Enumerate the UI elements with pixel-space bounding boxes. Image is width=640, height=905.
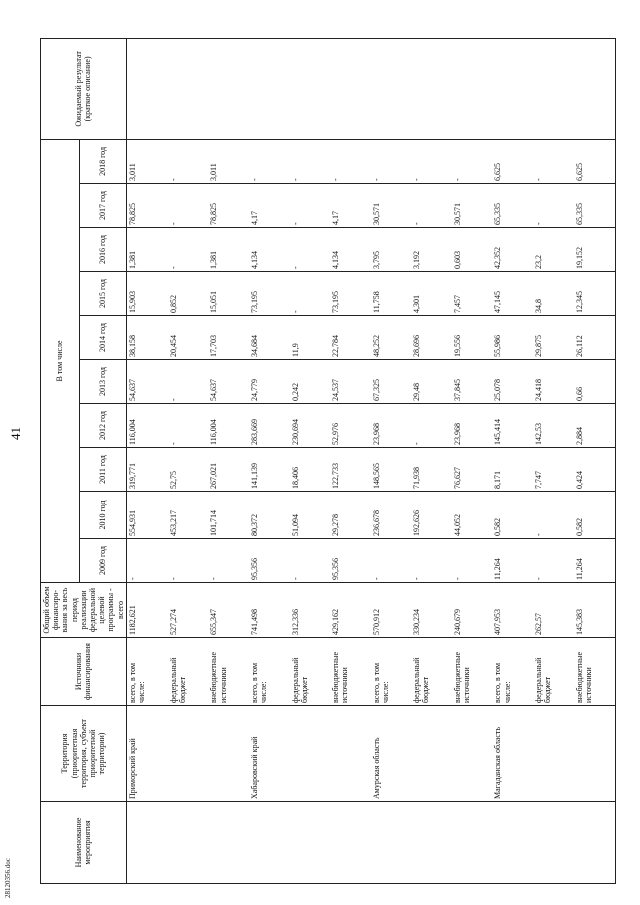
year-value-cell: - bbox=[330, 139, 371, 183]
territory-cell bbox=[168, 706, 209, 802]
year-value-cell: - bbox=[371, 139, 412, 183]
territory-cell: Магаданская область bbox=[492, 706, 533, 802]
table-row bbox=[574, 38, 616, 883]
header-year: 2016 год bbox=[80, 228, 127, 272]
total-cell: 262,57 bbox=[533, 583, 574, 638]
header-year: 2010 год bbox=[80, 492, 127, 539]
year-value-cell: - bbox=[168, 360, 209, 404]
header-year: 2013 год bbox=[80, 360, 127, 404]
year-value-cell: 30,571 bbox=[452, 184, 493, 228]
year-value-cell: - bbox=[168, 228, 209, 272]
year-value-cell: 148,565 bbox=[371, 448, 412, 492]
year-value-cell: - bbox=[411, 404, 452, 448]
year-value-cell: 24,418 bbox=[533, 360, 574, 404]
year-value-cell: 44,052 bbox=[452, 492, 493, 539]
year-value-cell: 23,2 bbox=[533, 228, 574, 272]
header-in-including: В том числе bbox=[41, 139, 80, 582]
year-value-cell: 2,884 bbox=[574, 404, 616, 448]
year-value-cell: 25,078 bbox=[492, 360, 533, 404]
year-value-cell: 65,335 bbox=[492, 184, 533, 228]
year-value-cell: 141,139 bbox=[249, 448, 290, 492]
territory-cell bbox=[574, 706, 616, 802]
event-name-cell bbox=[574, 802, 616, 884]
year-value-cell: 48,252 bbox=[371, 316, 412, 360]
year-value-cell: 54,637 bbox=[208, 360, 249, 404]
total-cell: 527,274 bbox=[168, 583, 209, 638]
year-value-cell: 37,845 bbox=[452, 360, 493, 404]
year-value-cell: 29,875 bbox=[533, 316, 574, 360]
year-value-cell: 3,011 bbox=[126, 139, 168, 183]
header-year: 2009 год bbox=[80, 539, 127, 583]
source-cell: федеральный бюджет bbox=[168, 638, 209, 706]
source-cell: федеральный бюджет bbox=[411, 638, 452, 706]
year-value-cell: 267,021 bbox=[208, 448, 249, 492]
year-value-cell: 95,356 bbox=[249, 539, 290, 583]
year-value-cell: 8,171 bbox=[492, 448, 533, 492]
source-cell: всего, в том числе: bbox=[492, 638, 533, 706]
year-value-cell: 95,356 bbox=[330, 539, 371, 583]
header-year: 2011 год bbox=[80, 448, 127, 492]
event-name-cell bbox=[249, 802, 290, 884]
year-value-cell: 30,571 bbox=[371, 184, 412, 228]
source-cell: федеральный бюджет bbox=[290, 638, 331, 706]
source-cell: внебюджетные источники bbox=[330, 638, 371, 706]
total-cell: 741,498 bbox=[249, 583, 290, 638]
source-cell: всего, в том числе: bbox=[249, 638, 290, 706]
territory-cell bbox=[330, 706, 371, 802]
year-value-cell: 38,158 bbox=[126, 316, 168, 360]
total-cell: 429,162 bbox=[330, 583, 371, 638]
table-row bbox=[533, 38, 574, 883]
total-cell: 1182,621 bbox=[126, 583, 168, 638]
year-value-cell: - bbox=[168, 404, 209, 448]
total-cell: 145,383 bbox=[574, 583, 616, 638]
year-value-cell: 73,195 bbox=[330, 272, 371, 316]
table-row bbox=[208, 38, 249, 883]
table-row bbox=[249, 38, 290, 883]
header-year: 2012 год bbox=[80, 404, 127, 448]
territory-cell bbox=[452, 706, 493, 802]
year-value-cell: 47,145 bbox=[492, 272, 533, 316]
table-row bbox=[452, 38, 493, 883]
year-value-cell: 11,264 bbox=[492, 539, 533, 583]
year-value-cell: - bbox=[452, 139, 493, 183]
year-value-cell: 52,75 bbox=[168, 448, 209, 492]
year-value-cell: 19,152 bbox=[574, 228, 616, 272]
year-value-cell: 0,582 bbox=[492, 492, 533, 539]
year-value-cell: - bbox=[371, 539, 412, 583]
event-name-cell bbox=[452, 802, 493, 884]
result-cell bbox=[249, 38, 290, 139]
year-value-cell: 29,48 bbox=[411, 360, 452, 404]
year-value-cell: 453,217 bbox=[168, 492, 209, 539]
year-value-cell: 1,381 bbox=[208, 228, 249, 272]
total-cell: 330,234 bbox=[411, 583, 452, 638]
year-value-cell: 6,625 bbox=[492, 139, 533, 183]
document-filename: 28120356.doc bbox=[4, 858, 12, 898]
year-value-cell: 15,903 bbox=[126, 272, 168, 316]
year-value-cell: 23,968 bbox=[371, 404, 412, 448]
header-sources: Источники финансирования bbox=[41, 638, 127, 706]
header-territory: Территория (приоритетная территория, субъект приоритетной территории) bbox=[41, 706, 127, 802]
table-row bbox=[371, 38, 412, 883]
year-value-cell: 7,457 bbox=[452, 272, 493, 316]
year-value-cell: 65,335 bbox=[574, 184, 616, 228]
event-name-cell bbox=[330, 802, 371, 884]
event-name-cell bbox=[371, 802, 412, 884]
year-value-cell: - bbox=[533, 139, 574, 183]
year-value-cell: 55,986 bbox=[492, 316, 533, 360]
year-value-cell: 11,264 bbox=[574, 539, 616, 583]
year-value-cell: 0,424 bbox=[574, 448, 616, 492]
year-value-cell: 76,627 bbox=[452, 448, 493, 492]
year-value-cell: - bbox=[411, 184, 452, 228]
year-value-cell: - bbox=[533, 492, 574, 539]
year-value-cell: - bbox=[126, 539, 168, 583]
year-value-cell: 22,784 bbox=[330, 316, 371, 360]
year-value-cell: 78,825 bbox=[126, 184, 168, 228]
year-value-cell: 34,684 bbox=[249, 316, 290, 360]
rotated-table-page bbox=[40, 39, 600, 884]
table-row bbox=[330, 38, 371, 883]
year-value-cell: 17,703 bbox=[208, 316, 249, 360]
header-year: 2015 год bbox=[80, 272, 127, 316]
year-value-cell: 29,278 bbox=[330, 492, 371, 539]
year-value-cell: 0,852 bbox=[168, 272, 209, 316]
year-value-cell: 52,976 bbox=[330, 404, 371, 448]
source-cell: внебюджетные источники bbox=[208, 638, 249, 706]
year-value-cell: - bbox=[290, 539, 331, 583]
year-value-cell: 7,747 bbox=[533, 448, 574, 492]
table-row bbox=[168, 38, 209, 883]
table-row bbox=[126, 38, 168, 883]
total-cell: 570,912 bbox=[371, 583, 412, 638]
table-row bbox=[411, 38, 452, 883]
result-cell bbox=[411, 38, 452, 139]
header-year: 2018 год bbox=[80, 139, 127, 183]
year-value-cell: 116,004 bbox=[126, 404, 168, 448]
year-value-cell: 283,669 bbox=[249, 404, 290, 448]
year-value-cell: - bbox=[168, 184, 209, 228]
result-cell bbox=[126, 38, 168, 139]
year-value-cell: 23,968 bbox=[452, 404, 493, 448]
year-value-cell: - bbox=[290, 139, 331, 183]
year-value-cell: - bbox=[208, 539, 249, 583]
result-cell bbox=[208, 38, 249, 139]
source-cell: внебюджетные источники bbox=[452, 638, 493, 706]
territory-cell: Хабаровский край bbox=[249, 706, 290, 802]
year-value-cell: 28,696 bbox=[411, 316, 452, 360]
year-value-cell: 12,345 bbox=[574, 272, 616, 316]
year-value-cell: 4,134 bbox=[330, 228, 371, 272]
financing-table bbox=[40, 38, 616, 884]
year-value-cell: 230,694 bbox=[290, 404, 331, 448]
year-value-cell: 142,53 bbox=[533, 404, 574, 448]
header-result: Ожидаемый результат (краткое описание) bbox=[41, 38, 127, 139]
header-year: 2017 год bbox=[80, 184, 127, 228]
year-value-cell: 3,192 bbox=[411, 228, 452, 272]
year-value-cell: 101,714 bbox=[208, 492, 249, 539]
territory-cell: Амурская область bbox=[371, 706, 412, 802]
year-value-cell: 71,938 bbox=[411, 448, 452, 492]
year-value-cell: 0,242 bbox=[290, 360, 331, 404]
year-value-cell: 554,931 bbox=[126, 492, 168, 539]
territory-cell: Приморский край bbox=[126, 706, 168, 802]
event-name-cell bbox=[126, 802, 168, 884]
year-value-cell: 4,17 bbox=[330, 184, 371, 228]
result-cell bbox=[492, 38, 533, 139]
year-value-cell: 67,325 bbox=[371, 360, 412, 404]
year-value-cell: 3,795 bbox=[371, 228, 412, 272]
year-value-cell: - bbox=[249, 139, 290, 183]
year-value-cell: 73,195 bbox=[249, 272, 290, 316]
result-cell bbox=[533, 38, 574, 139]
year-value-cell: 20,454 bbox=[168, 316, 209, 360]
year-value-cell: 18,406 bbox=[290, 448, 331, 492]
total-cell: 407,953 bbox=[492, 583, 533, 638]
event-name-cell bbox=[533, 802, 574, 884]
year-value-cell: 34,8 bbox=[533, 272, 574, 316]
year-value-cell: - bbox=[168, 539, 209, 583]
year-value-cell: 0,66 bbox=[574, 360, 616, 404]
total-cell: 655,347 bbox=[208, 583, 249, 638]
table-row bbox=[290, 38, 331, 883]
result-cell bbox=[574, 38, 616, 139]
year-value-cell: - bbox=[411, 539, 452, 583]
result-cell bbox=[290, 38, 331, 139]
year-value-cell: 26,112 bbox=[574, 316, 616, 360]
year-value-cell: 42,352 bbox=[492, 228, 533, 272]
year-value-cell: 192,626 bbox=[411, 492, 452, 539]
year-value-cell: - bbox=[290, 272, 331, 316]
page-number: 41 bbox=[8, 427, 23, 440]
year-value-cell: - bbox=[533, 539, 574, 583]
year-value-cell: 3,011 bbox=[208, 139, 249, 183]
event-name-cell bbox=[208, 802, 249, 884]
source-cell: внебюджетные источники bbox=[574, 638, 616, 706]
header-total: Общий объем финансиро-вания за весь период реализации федеральной целевой программы - всего bbox=[41, 583, 127, 638]
year-value-cell: 0,582 bbox=[574, 492, 616, 539]
header-event-name: Наименование мероприятия bbox=[41, 802, 127, 884]
year-value-cell: 319,771 bbox=[126, 448, 168, 492]
year-value-cell: 0,603 bbox=[452, 228, 493, 272]
source-cell: федеральный бюджет bbox=[533, 638, 574, 706]
year-value-cell: 1,381 bbox=[126, 228, 168, 272]
event-name-cell bbox=[411, 802, 452, 884]
year-value-cell: 54,637 bbox=[126, 360, 168, 404]
year-value-cell: 80,372 bbox=[249, 492, 290, 539]
year-value-cell: 78,825 bbox=[208, 184, 249, 228]
table-row bbox=[492, 38, 533, 883]
source-cell: всего, в том числе: bbox=[126, 638, 168, 706]
year-value-cell: 4,301 bbox=[411, 272, 452, 316]
source-cell: всего, в том числе: bbox=[371, 638, 412, 706]
year-value-cell: 11,758 bbox=[371, 272, 412, 316]
year-value-cell: 24,537 bbox=[330, 360, 371, 404]
territory-cell bbox=[290, 706, 331, 802]
result-cell bbox=[168, 38, 209, 139]
year-value-cell: 236,678 bbox=[371, 492, 412, 539]
year-value-cell: 116,004 bbox=[208, 404, 249, 448]
year-value-cell: - bbox=[533, 184, 574, 228]
year-value-cell: 4,134 bbox=[249, 228, 290, 272]
territory-cell bbox=[533, 706, 574, 802]
event-name-cell bbox=[492, 802, 533, 884]
header-year: 2014 год bbox=[80, 316, 127, 360]
year-value-cell: - bbox=[411, 139, 452, 183]
total-cell: 240,679 bbox=[452, 583, 493, 638]
year-value-cell: 4,17 bbox=[249, 184, 290, 228]
year-value-cell: - bbox=[290, 184, 331, 228]
year-value-cell: 24,779 bbox=[249, 360, 290, 404]
year-value-cell: 145,414 bbox=[492, 404, 533, 448]
year-value-cell: 51,094 bbox=[290, 492, 331, 539]
year-value-cell: 15,051 bbox=[208, 272, 249, 316]
event-name-cell bbox=[290, 802, 331, 884]
year-value-cell: - bbox=[168, 139, 209, 183]
result-cell bbox=[452, 38, 493, 139]
territory-cell bbox=[411, 706, 452, 802]
event-name-cell bbox=[168, 802, 209, 884]
year-value-cell: 11,9 bbox=[290, 316, 331, 360]
year-value-cell: - bbox=[452, 539, 493, 583]
total-cell: 312,336 bbox=[290, 583, 331, 638]
territory-cell bbox=[208, 706, 249, 802]
year-value-cell: 6,625 bbox=[574, 139, 616, 183]
year-value-cell: - bbox=[290, 228, 331, 272]
result-cell bbox=[330, 38, 371, 139]
year-value-cell: 122,733 bbox=[330, 448, 371, 492]
result-cell bbox=[371, 38, 412, 139]
year-value-cell: 19,556 bbox=[452, 316, 493, 360]
